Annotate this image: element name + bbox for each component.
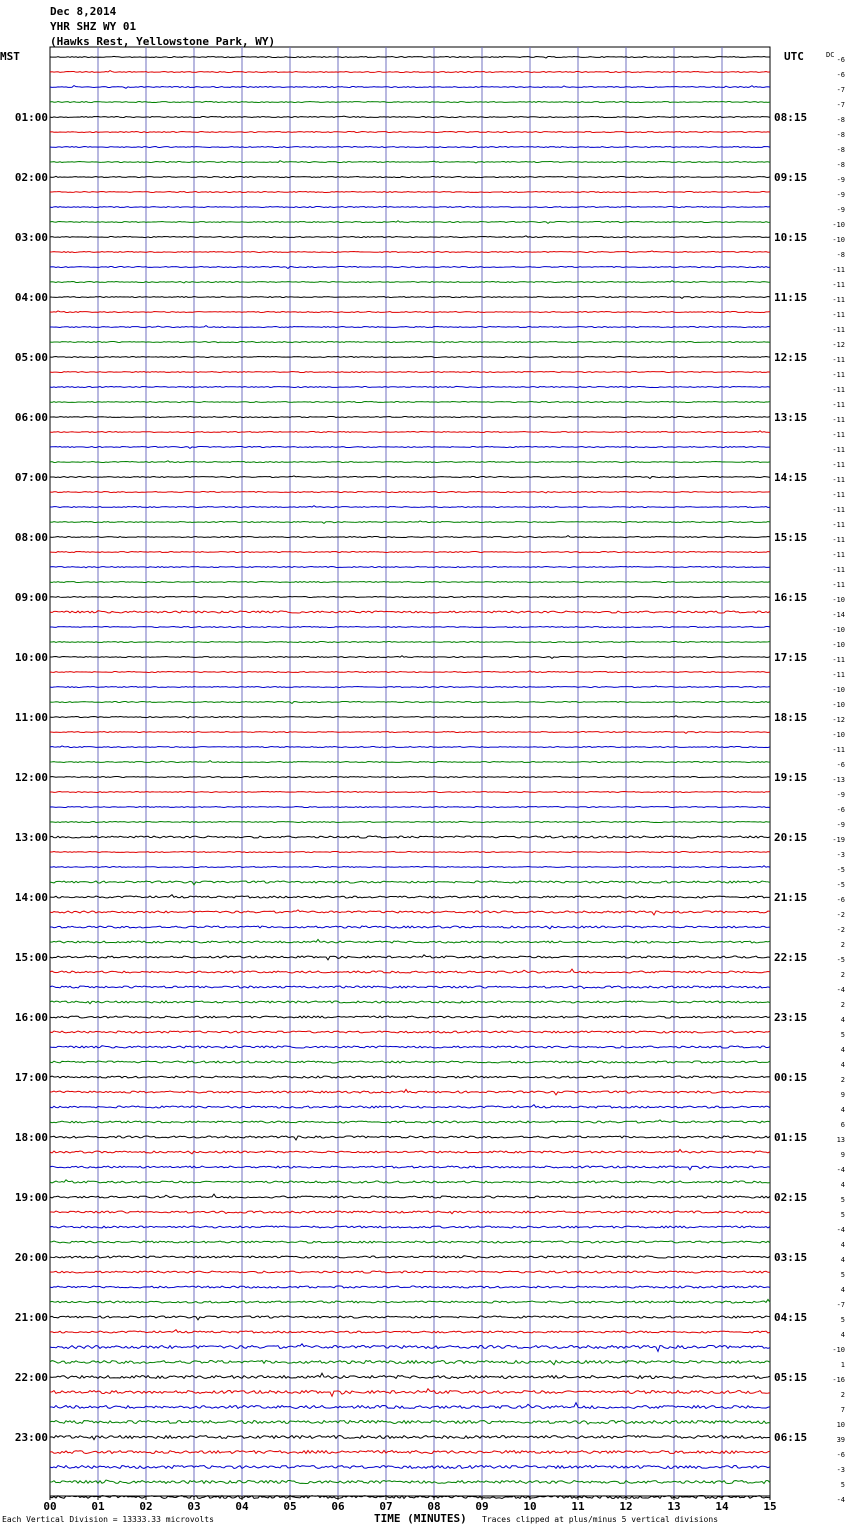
dc-offset-label: 4 [840,1046,845,1054]
trace-row [50,297,770,299]
trace-row [50,777,770,778]
dc-offset-label: -11 [832,461,845,469]
trace-row [50,1136,770,1140]
trace-row [50,1149,770,1153]
x-tick-label: 06 [331,1500,345,1513]
trace-row [50,506,770,508]
x-tick-label: 11 [571,1500,585,1513]
mst-hour-label: 04:00 [14,291,48,304]
trace-row [50,1389,770,1397]
dc-offset-label: 9 [840,1091,845,1099]
right-axis-label: UTC [784,50,804,63]
dc-offset-label: -5 [836,881,845,889]
trace-row [50,251,770,253]
trace-row [50,1271,770,1273]
trace-row [50,132,770,133]
trace-row [50,147,770,148]
trace-row [50,836,770,838]
trace-row [50,86,770,89]
x-tick-label: 15 [763,1500,777,1513]
mst-hour-label: 01:00 [14,111,48,124]
dc-offset-label: -11 [832,356,845,364]
trace-row [50,1316,770,1320]
dc-offset-label: -11 [832,431,845,439]
mst-hour-label: 20:00 [14,1251,48,1264]
dc-offset-label: -3 [836,1466,845,1474]
trace-row [50,56,770,58]
trace-row [50,1361,770,1365]
trace-row [50,807,770,808]
trace-row [50,236,770,238]
dc-offset-label: 2 [840,1391,845,1399]
trace-row [50,939,770,943]
utc-hour-label: 06:15 [774,1431,808,1444]
trace-row [50,1241,770,1243]
mst-hour-label: 16:00 [14,1011,48,1024]
mst-hour-label: 12:00 [14,771,48,784]
dc-offset-label: -11 [832,581,845,589]
utc-hour-label: 10:15 [774,231,808,244]
dc-offset-label: 6 [840,1121,845,1129]
trace-row [50,746,770,748]
trace-row [50,792,770,793]
dc-offset-label: -10 [832,686,845,694]
trace-row [50,116,770,117]
trace-row [50,702,770,704]
dc-offset-label: -3 [836,851,845,859]
dc-offset-label: -11 [832,491,845,499]
trace-row [50,161,770,163]
trace-row [50,1330,770,1333]
dc-offset-label: -10 [832,596,845,604]
dc-offset-label: -10 [832,1346,845,1354]
mst-hour-label: 14:00 [14,891,48,904]
dc-offset-label: -4 [836,986,845,994]
trace-row [50,476,770,479]
dc-offset-label: -6 [836,761,845,769]
trace-row [50,192,770,193]
x-tick-label: 04 [235,1500,249,1513]
trace-row [50,881,770,885]
trace-row [50,101,770,102]
mst-hour-label: 03:00 [14,231,48,244]
trace-row [50,221,770,224]
mst-hour-label: 13:00 [14,831,48,844]
dc-offset-label: -11 [832,551,845,559]
trace-row [50,521,770,524]
trace-row [50,1031,770,1033]
x-tick-label: 08 [427,1500,441,1513]
trace-row [50,536,770,538]
trace-row [50,1211,770,1214]
header-location: (Hawks Rest, Yellowstone Park, WY) [50,35,276,48]
trace-row [50,582,770,583]
utc-hour-label: 17:15 [774,651,808,664]
trace-row [50,910,770,915]
dc-offset-label: -7 [836,86,845,94]
trace-row [50,1480,770,1483]
trace-row [50,1344,770,1352]
mst-hour-label: 08:00 [14,531,48,544]
trace-row [50,986,770,988]
dc-offset-label: -11 [832,371,845,379]
dc-offset-label: -6 [836,56,845,64]
dc-offset-label: -11 [832,311,845,319]
trace-row [50,955,770,960]
dc-offset-label: -12 [832,716,845,724]
trace-row [50,656,770,659]
trace-row [50,1436,770,1440]
dc-offset-label: -5 [836,866,845,874]
mst-hour-label: 06:00 [14,411,48,424]
utc-hour-label: 14:15 [774,471,808,484]
trace-row [50,1256,770,1258]
dc-offset-label: 10 [836,1421,845,1429]
dc-offset-label: 5 [840,1481,845,1489]
dc-offset-label: -11 [832,476,845,484]
trace-row [50,926,770,929]
dc-offset-label: -8 [836,251,845,259]
trace-row [50,402,770,403]
dc-offset-label: 4 [840,1331,845,1339]
utc-hour-label: 22:15 [774,951,808,964]
dc-offset-label: 4 [840,1061,845,1069]
utc-hour-label: 21:15 [774,891,808,904]
dc-offset-label: 9 [840,1151,845,1159]
dc-offset-label: -10 [832,731,845,739]
dc-offset-label: -9 [836,791,845,799]
dc-offset-label: -10 [832,221,845,229]
x-tick-label: 09 [475,1500,489,1513]
trace-row [50,1061,770,1063]
dc-offset-label: -8 [836,146,845,154]
x-tick-label: 07 [379,1500,393,1513]
dc-offset-label: -11 [832,296,845,304]
dc-offset-label: -9 [836,191,845,199]
trace-row [50,1001,770,1004]
trace-row [50,1180,770,1183]
dc-offset-label: -2 [836,926,845,934]
dc-offset-label: -5 [836,956,845,964]
trace-row [50,761,770,763]
trace-row [50,866,770,868]
header-station: YHR SHZ WY 01 [50,20,137,33]
dc-offset-label: -8 [836,131,845,139]
mst-hour-label: 21:00 [14,1311,48,1324]
trace-row [50,461,770,463]
dc-offset-label: -4 [836,1496,845,1504]
trace-row [50,1046,770,1048]
mst-hour-label: 11:00 [14,711,48,724]
trace-row [50,267,770,269]
utc-hour-label: 18:15 [774,711,808,724]
trace-row [50,1403,770,1409]
trace-row [50,611,770,613]
dc-offset-label: 2 [840,1076,845,1084]
dc-offset-label: -13 [832,776,845,784]
dc-offset-label: 2 [840,1001,845,1009]
dc-offset-label: -10 [832,626,845,634]
trace-row [50,1286,770,1288]
dc-offset-label: -9 [836,206,845,214]
dc-offset-label: -10 [832,236,845,244]
dc-offset-label: 4 [840,1256,845,1264]
dc-header-label: DC [826,51,835,59]
trace-row [50,1421,770,1425]
mst-hour-label: 05:00 [14,351,48,364]
dc-offset-label: 5 [840,1316,845,1324]
trace-row [50,1299,770,1303]
utc-hour-label: 00:15 [774,1071,808,1084]
utc-hour-label: 04:15 [774,1311,808,1324]
mst-hour-label: 23:00 [14,1431,48,1444]
plot-frame [50,47,770,1496]
trace-row [50,1120,770,1123]
dc-offset-label: -11 [832,506,845,514]
dc-offset-label: -11 [832,401,845,409]
trace-row [50,1194,770,1198]
dc-offset-label: -6 [836,71,845,79]
dc-offset-label: 4 [840,1106,845,1114]
utc-hour-label: 23:15 [774,1011,808,1024]
trace-row [50,627,770,628]
dc-offset-label: -11 [832,446,845,454]
x-tick-label: 03 [187,1500,201,1513]
trace-row [50,969,770,973]
trace-row [50,895,770,898]
dc-offset-label: -2 [836,911,845,919]
dc-offset-label: 2 [840,941,845,949]
trace-row [50,1105,770,1108]
dc-offset-label: -11 [832,656,845,664]
dc-offset-label: -4 [836,1166,845,1174]
trace-row [50,852,770,853]
trace-row [50,1466,770,1469]
dc-offset-label: -19 [832,836,845,844]
mst-hour-label: 19:00 [14,1191,48,1204]
trace-row [50,1226,770,1228]
dc-offset-label: 4 [840,1286,845,1294]
dc-offset-label: -14 [832,611,845,619]
mst-hour-label: 17:00 [14,1071,48,1084]
mst-hour-label: 15:00 [14,951,48,964]
trace-row [50,552,770,553]
dc-offset-label: -11 [832,281,845,289]
trace-row [50,642,770,643]
trace-row [50,386,770,387]
mst-hour-label: 18:00 [14,1131,48,1144]
dc-offset-label: -4 [836,1226,845,1234]
dc-offset-label: -11 [832,386,845,394]
trace-row [50,1089,770,1094]
utc-hour-label: 15:15 [774,531,808,544]
trace-row [50,176,770,177]
dc-offset-label: -8 [836,161,845,169]
left-axis-label: MST [0,50,20,63]
trace-row [50,1373,770,1378]
x-axis-title: TIME (MINUTES) [374,1512,467,1525]
utc-hour-label: 08:15 [774,111,808,124]
mst-hour-label: 22:00 [14,1371,48,1384]
dc-offset-label: -11 [832,566,845,574]
x-tick-label: 12 [619,1500,633,1513]
trace-row [50,281,770,283]
clip-note: Traces clipped at plus/minus 5 vertical divisions [482,1515,719,1524]
utc-hour-label: 03:15 [774,1251,808,1264]
dc-offset-label: 5 [840,1196,845,1204]
dc-offset-label: -9 [836,176,845,184]
trace-row [50,326,770,328]
dc-offset-label: 2 [840,971,845,979]
x-tick-label: 05 [283,1500,297,1513]
utc-hour-label: 19:15 [774,771,808,784]
utc-hour-label: 01:15 [774,1131,808,1144]
utc-hour-label: 02:15 [774,1191,808,1204]
trace-row [50,671,770,673]
trace-row [50,342,770,343]
dc-offset-label: -11 [832,671,845,679]
dc-offset-label: -10 [832,641,845,649]
trace-row [50,431,770,433]
dc-offset-label: -11 [832,266,845,274]
utc-hour-label: 11:15 [774,291,808,304]
mst-hour-label: 09:00 [14,591,48,604]
trace-row [50,1451,770,1454]
mst-hour-label: 07:00 [14,471,48,484]
trace-row [50,447,770,449]
trace-row [50,1166,770,1170]
trace-row [50,716,770,718]
trace-row [50,372,770,373]
dc-offset-label: -12 [832,341,845,349]
dc-offset-label: -11 [832,536,845,544]
header-date: Dec 8,2014 [50,5,117,18]
trace-row [50,732,770,734]
trace-row [50,567,770,568]
trace-row [50,821,770,822]
dc-offset-label: 13 [836,1136,845,1144]
utc-hour-label: 16:15 [774,591,808,604]
dc-offset-label: 4 [840,1181,845,1189]
dc-offset-label: -16 [832,1376,845,1384]
dc-offset-label: -8 [836,116,845,124]
utc-hour-label: 20:15 [774,831,808,844]
dc-offset-label: -6 [836,1451,845,1459]
trace-row [50,311,770,313]
dc-offset-label: -6 [836,806,845,814]
utc-hour-label: 09:15 [774,171,808,184]
trace-row [50,597,770,598]
dc-offset-label: -7 [836,101,845,109]
dc-offset-label: 39 [836,1436,845,1444]
dc-offset-label: 4 [840,1016,845,1024]
mst-hour-label: 10:00 [14,651,48,664]
utc-hour-label: 12:15 [774,351,808,364]
mst-hour-label: 02:00 [14,171,48,184]
dc-offset-label: -11 [832,746,845,754]
x-tick-label: 01 [91,1500,105,1513]
x-tick-label: 00 [43,1500,57,1513]
trace-row [50,492,770,493]
trace-row [50,417,770,418]
x-tick-label: 14 [715,1500,729,1513]
dc-offset-label: -10 [832,701,845,709]
dc-offset-label: 5 [840,1271,845,1279]
trace-row [50,686,770,688]
trace-row [50,71,770,73]
x-tick-label: 13 [667,1500,681,1513]
trace-row [50,1076,770,1078]
dc-offset-label: -7 [836,1301,845,1309]
trace-row [50,1016,770,1018]
utc-hour-label: 05:15 [774,1371,808,1384]
dc-offset-label: 1 [840,1361,845,1369]
utc-hour-label: 13:15 [774,411,808,424]
x-tick-label: 10 [523,1500,537,1513]
trace-row [50,207,770,208]
dc-offset-label: -11 [832,326,845,334]
dc-offset-label: 5 [840,1211,845,1219]
x-tick-label: 02 [139,1500,153,1513]
dc-offset-label: 4 [840,1241,845,1249]
dc-offset-label: 5 [840,1031,845,1039]
dc-offset-label: -6 [836,896,845,904]
dc-offset-label: -11 [832,416,845,424]
dc-offset-label: -11 [832,521,845,529]
dc-offset-label: 7 [840,1406,845,1414]
dc-offset-label: -9 [836,821,845,829]
trace-row [50,357,770,358]
scale-note: Each Vertical Division = 13333.33 microvolts [2,1515,214,1524]
